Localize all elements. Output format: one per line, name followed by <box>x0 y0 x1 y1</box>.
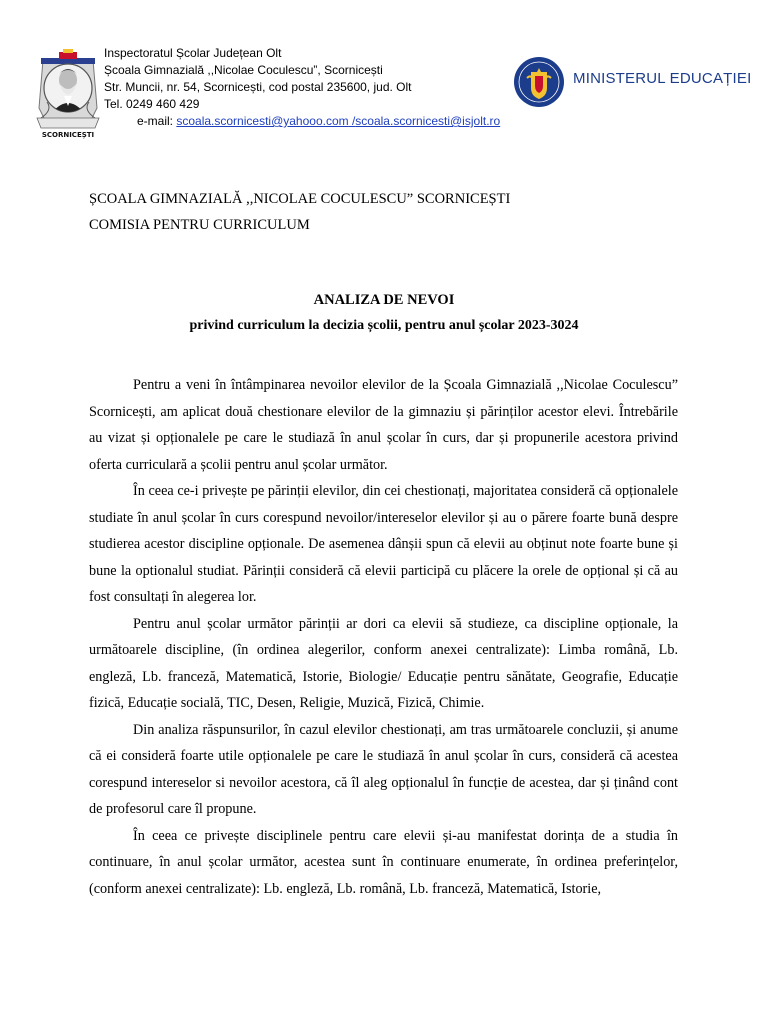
document-subtitle: privind curriculum la decizia școlii, pentru anul școlar 2023-3024 <box>189 318 579 333</box>
email-label: e-mail: <box>137 114 174 128</box>
document-body <box>89 372 678 902</box>
school-logo <box>33 48 103 148</box>
paragraph: Pentru anul școlar următor părinții ar dori ca elevii să studieze, ca discipline opționale, la următoarele discipline, (în ordinea alegerilor, conform anexei centralizate): Limba română, Lb. engleză, Lb. franceză, Matematică, Istorie, Biologie/ Educație pentru sănătate, Geografie, Educație fizică, Educație socială, TIC, Desen, Religie, Muzică, Fizică, Chimie. <box>89 615 678 711</box>
paragraph: Din analiza răspunsurilor, în cazul elevilor chestionați, am tras următoarele concluzii, și anume că ei consideră foarte utile opționalele pe care le studiază în anul școlar în curs, consideră că acestea corespund intereselor si nevoilor acestora, că îl aleg opționalul în funcție de acestea, dar și ținând cont de profesorul care îl propune. <box>89 721 678 817</box>
romanian-government-emblem-icon <box>513 56 565 108</box>
school-heading <box>89 186 510 238</box>
email-link-isj[interactable]: scoala.scornicesti@isjolt.ro <box>355 114 501 128</box>
address-line: Tel. 0249 460 429 <box>104 97 200 111</box>
address-line: Școala Gimnazială ,,Nicolae Coculescu”, Scornicești <box>104 63 383 77</box>
email-link-yahoo[interactable]: scoala.scornicesti@yahooo.com <box>176 114 349 128</box>
paragraph: Pentru a veni în întâmpinarea nevoilor elevilor de la Școala Gimnazială ,,Nicolae Coculescu” Scornicești, am aplicat două chestionare elevilor de la gimnaziu și părinților acestor elevi. Întrebările au vizat și opționalele pe care le studiază în anul școlar în curs, dar și propunerile acestora privind oferta curriculară a școlii pentru anul școlar următor. <box>89 377 678 473</box>
address-line: Inspectoratul Școlar Județean Olt <box>104 46 282 60</box>
email-line <box>137 113 544 130</box>
school-address-block <box>104 45 544 130</box>
logo-caption: SCORNICEȘTI <box>41 131 95 139</box>
document-title: ANALIZA DE NEVOI <box>313 292 455 308</box>
ministry-name: MINISTERUL EDUCAȚIEI <box>573 70 752 87</box>
ministry-logo <box>513 56 763 110</box>
paragraph: În ceea ce privește disciplinele pentru care elevii și-au manifestat dorința de a studia în continuare, în anul școlar următor, acestea sunt în continuare enumerate, în ordinea preferințelor, (conform anexei centralizate): Lb. engleză, Lb. română, Lb. franceză, Matematică, Istorie, <box>89 827 678 897</box>
email-separator: / <box>348 114 356 128</box>
commission-name: COMISIA PENTRU CURRICULUM <box>89 217 310 233</box>
address-line: Str. Muncii, nr. 54, Scornicești, cod postal 235600, jud. Olt <box>104 80 412 94</box>
school-name: ȘCOALA GIMNAZIALĂ ,,NICOLAE COCULESCU” SCORNICEȘTI <box>89 191 511 207</box>
paragraph: În ceea ce-i privește pe părinții elevilor, din cei chestionați, majoritatea consideră că opționalele studiate în anul școlar în curs corespund nevoilor/intereselor elevilor și au o părere foarte bună despre studierea acestor discipline opționale. De asemenea dânșii spun că elevii au obținut note foarte bune și bune la optionalul studiat. Părinții consideră că elevii participă cu plăcere la orele de opțional și că au fost consultați în alegerea lor. <box>89 483 678 605</box>
